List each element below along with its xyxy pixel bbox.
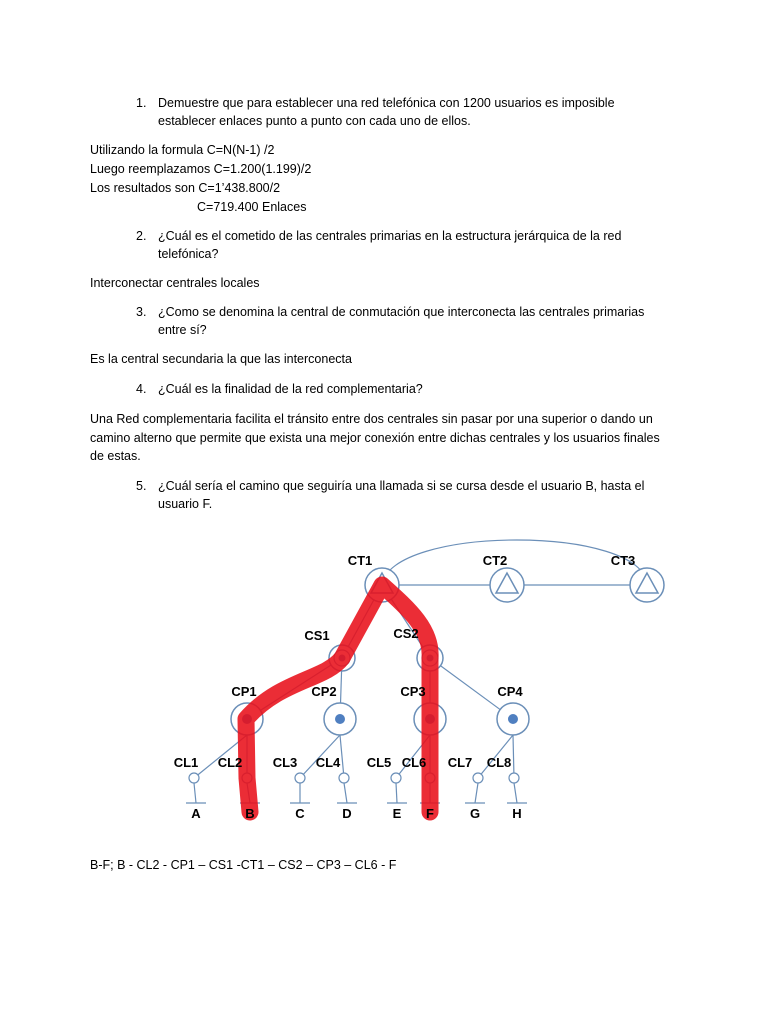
question-2-number: 2.	[136, 229, 147, 243]
question-5-line-1: ¿Cuál sería el camino que seguiría una llamada si se cursa desde el usuario B, hasta el	[158, 479, 645, 493]
tertiary-label-ct2: CT2	[482, 553, 508, 568]
answer-1-line-3: Los resultados son C=1’438.800/2	[90, 181, 281, 195]
question-1-line-1: Demuestre que para establecer una red telefónica con 1200 usuarios es imposible	[158, 96, 615, 110]
local-label-cl5: CL5	[366, 755, 392, 770]
local-node	[189, 773, 199, 783]
cp-cl-link	[340, 735, 344, 778]
user-label-d: D	[342, 806, 352, 821]
local-label-cl8: CL8	[486, 755, 512, 770]
answer-2: Interconectar centrales locales	[90, 276, 260, 290]
question-2-line-2: telefónica?	[158, 247, 219, 261]
user-label-e: E	[392, 806, 402, 821]
tertiary-label-ct1: CT1	[347, 553, 373, 568]
primary-node-dot	[508, 714, 518, 724]
answer-5-path: B-F; B - CL2 - CP1 – CS1 -CT1 – CS2 – CP3 – CL6 - F	[90, 858, 397, 872]
primary-label-cp4: CP4	[497, 684, 523, 699]
local-node	[509, 773, 519, 783]
answer-4-line-1: Una Red complementaria facilita el tránsito entre dos centrales sin pasar por una superior o dando un	[90, 412, 653, 426]
cl-user-link	[396, 783, 397, 803]
secondary-label-cs2: CS2	[393, 626, 419, 641]
user-label-g: G	[469, 806, 481, 821]
question-3-line-1: ¿Como se denomina la central de conmutación que interconecta las centrales primarias	[158, 305, 645, 319]
question-4-number: 4.	[136, 382, 147, 396]
answer-1-line-2: Luego reemplazamos C=1.200(1.199)/2	[90, 162, 312, 176]
primary-node-dot	[335, 714, 345, 724]
primary-label-cp3: CP3	[400, 684, 426, 699]
local-node	[391, 773, 401, 783]
question-5-line-2: usuario F.	[158, 497, 213, 511]
local-node	[295, 773, 305, 783]
cp-cl-link	[513, 735, 514, 778]
answer-1-line-1: Utilizando la formula C=N(N-1) /2	[90, 143, 275, 157]
question-1-number: 1.	[136, 96, 147, 110]
user-label-c: C	[295, 806, 305, 821]
cl-user-link	[475, 783, 478, 803]
local-label-cl2: CL2	[217, 755, 243, 770]
cl-user-link	[514, 783, 517, 803]
local-label-cl6: CL6	[401, 755, 427, 770]
local-label-cl1: CL1	[173, 755, 199, 770]
question-3-line-2: entre sí?	[158, 323, 207, 337]
primary-label-cp1: CP1	[231, 684, 257, 699]
network-hierarchy-diagram	[150, 530, 680, 830]
user-label-h: H	[512, 806, 522, 821]
question-5-number: 5.	[136, 479, 147, 493]
local-node	[473, 773, 483, 783]
local-label-cl4: CL4	[315, 755, 341, 770]
answer-3: Es la central secundaria la que las interconecta	[90, 352, 352, 366]
question-1-line-2: establecer enlaces punto a punto con cada uno de ellos.	[158, 114, 471, 128]
answer-4-line-2: camino alterno que permite que exista una mejor conexión entre dichas centrales y los usuarios finales	[90, 431, 660, 445]
secondary-label-cs1: CS1	[304, 628, 330, 643]
local-label-cl3: CL3	[272, 755, 298, 770]
answer-4-line-3: de estas.	[90, 449, 141, 463]
question-4-line-1: ¿Cuál es la finalidad de la red complementaria?	[158, 382, 423, 396]
question-3-number: 3.	[136, 305, 147, 319]
local-node	[339, 773, 349, 783]
user-label-a: A	[191, 806, 201, 821]
question-2-line-1: ¿Cuál es el cometido de las centrales primarias en la estructura jerárquica de la red	[158, 229, 622, 243]
primary-label-cp2: CP2	[311, 684, 337, 699]
cl-user-link	[344, 783, 347, 803]
cl-user-link	[194, 783, 196, 803]
local-label-cl7: CL7	[447, 755, 473, 770]
tertiary-label-ct3: CT3	[610, 553, 636, 568]
user-label-b: B	[245, 806, 255, 821]
answer-1-line-4: C=719.400 Enlaces	[197, 200, 307, 214]
user-label-f: F	[426, 806, 434, 821]
